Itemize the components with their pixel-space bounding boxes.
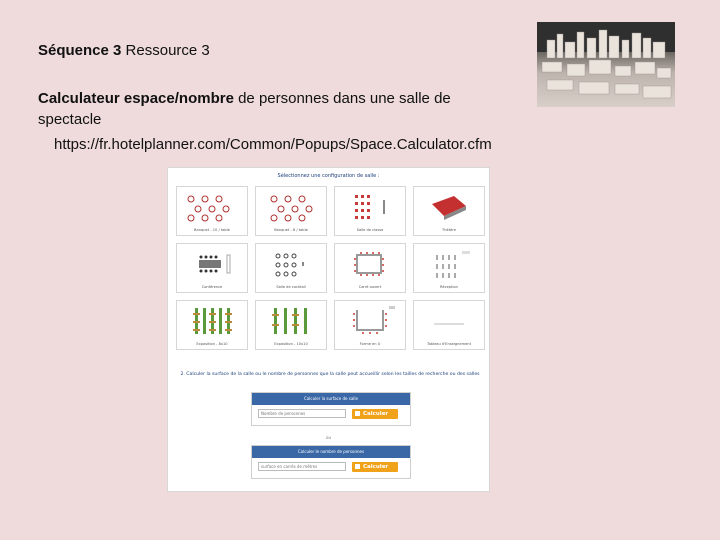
resource-label: Ressource 3	[125, 42, 210, 59]
tile-conference[interactable]	[176, 243, 248, 293]
surface-input[interactable]	[258, 462, 346, 471]
surface-calculator-panel	[251, 392, 411, 426]
city-model-photo	[537, 22, 675, 107]
hollow-square-icon	[339, 247, 401, 281]
panel-title: Calculer la surface de salle	[252, 393, 410, 405]
config-heading: Sélectionnez une configuration de salle :	[277, 173, 380, 179]
u-shape-icon	[339, 304, 401, 338]
cocktail-icon	[260, 247, 322, 281]
sequence-label: Séquence 3	[38, 42, 122, 59]
round-tables-icon	[181, 190, 243, 224]
tile-label: Salle de cocktail	[276, 285, 306, 289]
classroom-icon	[339, 190, 401, 224]
round-tables-icon	[260, 190, 322, 224]
space-calculator-screenshot	[167, 167, 490, 492]
calculator-icon	[355, 464, 360, 469]
calculate-surface-button[interactable]: Calculer	[352, 409, 398, 419]
tile-label: Salle de classe	[356, 228, 384, 232]
calculator-icon	[355, 411, 360, 416]
tile-banquet-8[interactable]	[255, 186, 327, 236]
tile-hollow-square[interactable]	[334, 243, 406, 293]
tile-cocktail[interactable]	[255, 243, 327, 293]
or-separator: ou	[326, 435, 331, 440]
tile-exhibit-10x10[interactable]	[255, 300, 327, 350]
slide-heading	[38, 42, 210, 59]
tile-label: Exposition - 8x10	[196, 342, 228, 346]
calculate-people-button[interactable]: Calculer	[352, 462, 398, 472]
tile-label: Théâtre	[442, 228, 456, 232]
tile-label: Exposition - 10x10	[274, 342, 308, 346]
tile-banquet-10[interactable]	[176, 186, 248, 236]
tile-theatre[interactable]	[413, 186, 485, 236]
tile-exhibit-8x10[interactable]	[176, 300, 248, 350]
calculator-title: Calculateur espace/nombre	[38, 90, 234, 107]
room-config-grid	[176, 186, 484, 350]
tile-classroom[interactable]	[334, 186, 406, 236]
people-calculator-panel	[251, 445, 411, 479]
exhibit-icon	[260, 304, 322, 338]
exhibit-icon	[181, 304, 243, 338]
calculator-subtitle: de personnes dans une salle de spectacle	[38, 90, 451, 128]
tile-reception[interactable]	[413, 243, 485, 293]
people-count-input[interactable]	[258, 409, 346, 418]
tile-label: Réception	[440, 285, 458, 289]
panel-title: Calculer le nombre de personnes	[252, 446, 410, 458]
calculator-description	[38, 88, 508, 130]
tile-label: Banquet - 10 / table	[194, 228, 230, 232]
step2-instruction: 2. Calculer la surface de la salle ou le nombre de personnes que la salle peut accueillir selon les tailles de recherche ou des salles	[180, 372, 480, 377]
tile-u-shape[interactable]	[334, 300, 406, 350]
blank-icon	[418, 304, 480, 338]
tile-label: Tableau d'Enseignement	[427, 342, 471, 346]
tile-label: Forme en U	[359, 342, 381, 346]
tile-label: Banquet - 8 / table	[274, 228, 308, 232]
tile-teaching-board[interactable]	[413, 300, 485, 350]
tile-label: Conférence	[201, 285, 223, 289]
tile-label: Carré ouvert	[358, 285, 382, 289]
theatre-icon	[418, 190, 480, 224]
reception-icon	[418, 247, 480, 281]
calculator-url[interactable]: https://fr.hotelplanner.com/Common/Popups/Space.Calculator.cfm	[54, 136, 492, 153]
boardroom-icon	[181, 247, 243, 281]
